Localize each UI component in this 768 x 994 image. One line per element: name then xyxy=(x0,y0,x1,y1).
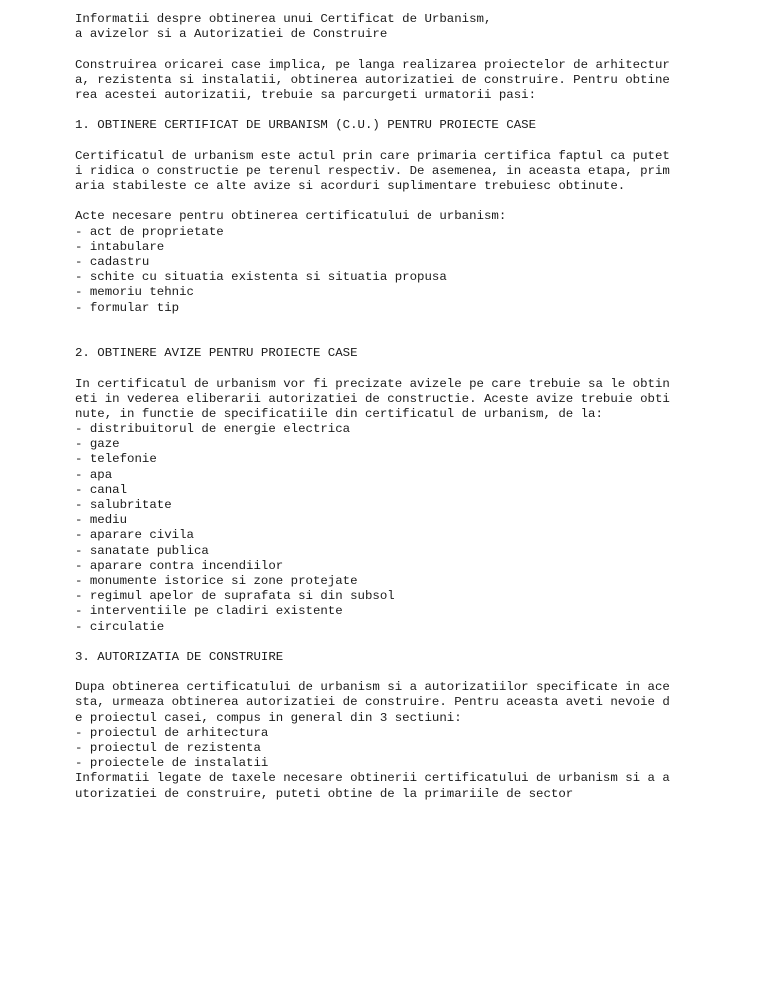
text-line: Certificatul de urbanism este actul prin care primaria certifica faptul ca putet xyxy=(75,148,670,163)
text-line: aria stabileste ce alte avize si acorduri suplimentare trebuiesc obtinute. xyxy=(75,179,626,194)
text-line: Dupa obtinerea certificatului de urbanism si a autorizatiilor specificate in ace xyxy=(75,680,670,695)
text-line: - mediu xyxy=(75,513,128,528)
blank-line xyxy=(75,103,755,118)
blank-line xyxy=(75,316,755,331)
text-line: - cadastru xyxy=(75,255,150,269)
text-line: - aparare contra incendiilor xyxy=(75,558,284,573)
text-line: - telefonie xyxy=(75,452,157,467)
text-line: Construirea oricarei case implica, pe langa realizarea proiectelor de arhitectur xyxy=(75,57,670,72)
text-line: Acte necesare pentru obtinerea certificatului de urbanism: xyxy=(75,209,507,224)
text-line: Informatii legate de taxele necesare obtinerii certificatului de urbanism si a a xyxy=(75,771,670,786)
text-line: In certificatul de urbanism vor fi precizate avizele pe care trebuie sa le obtin xyxy=(75,376,670,391)
text-line: 2. OBTINERE AVIZE PENTRU PROIECTE CASE xyxy=(75,346,358,361)
text-line: - canal xyxy=(75,482,128,497)
text-line: - regimul apelor de suprafata si din subsol xyxy=(75,589,395,604)
text-line: - formular tip xyxy=(75,300,180,315)
text-line: - schite cu situatia existenta si situatia propusa xyxy=(75,270,447,285)
text-line: nute, in functie de specificatiile din certificatul de urbanism, de la: xyxy=(75,406,603,421)
text-line: a avizelor si a Autorizatiei de Construire xyxy=(75,27,388,42)
text-line: - gaze xyxy=(75,437,120,452)
text-line: - proiectele de instalatii xyxy=(75,756,269,771)
text-line: - sanatate publica xyxy=(75,543,209,558)
text-line: 1. OBTINERE CERTIFICAT DE URBANISM (C.U.) PENTRU PROIECTE CASE xyxy=(75,118,537,133)
text-line: - salubritate xyxy=(75,498,172,512)
text-line: - proiectul de rezistenta xyxy=(75,741,261,755)
text-line: rea acestei autorizatii, trebuie sa parcurgeti urmatorii pasi: xyxy=(75,87,537,102)
text-line: - apa xyxy=(75,467,113,482)
blank-line xyxy=(75,134,755,149)
text-line: Informatii despre obtinerea unui Certificat de Urbanism, xyxy=(75,12,492,26)
text-line: a, rezistenta si instalatii, obtinerea autorizatiei de construire. Pentru obtine xyxy=(75,72,670,87)
document-body xyxy=(75,12,755,802)
text-line: - proiectul de arhitectura xyxy=(75,725,269,740)
text-line: - act de proprietate xyxy=(75,224,224,239)
text-line: e proiectul casei, compus in general din 3 sectiuni: xyxy=(75,710,462,725)
blank-line xyxy=(75,194,755,209)
text-line: - monumente istorice si zone protejate xyxy=(75,573,358,588)
text-line: - interventiile pe cladiri existente xyxy=(75,604,343,619)
text-line: - memoriu tehnic xyxy=(75,285,194,300)
text-line: i ridica o constructie pe terenul respectiv. De asemenea, in aceasta etapa, prim xyxy=(75,163,670,178)
text-line: - aparare civila xyxy=(75,528,194,543)
blank-line xyxy=(75,665,755,680)
text-line: utorizatiei de construire, puteti obtine de la primariile de sector xyxy=(75,786,574,801)
text-line: - circulatie xyxy=(75,619,165,634)
blank-line xyxy=(75,361,755,376)
blank-line xyxy=(75,635,755,650)
text-line: sta, urmeaza obtinerea autorizatiei de construire. Pentru aceasta aveti nevoie d xyxy=(75,695,670,710)
blank-line xyxy=(75,331,755,346)
blank-line xyxy=(75,42,755,57)
text-line: - intabulare xyxy=(75,239,165,254)
text-line: eti in vederea eliberarii autorizatiei de constructie. Aceste avize trebuie obti xyxy=(75,391,670,406)
text-line: 3. AUTORIZATIA DE CONSTRUIRE xyxy=(75,649,284,664)
text-line: - distribuitorul de energie electrica xyxy=(75,422,351,437)
